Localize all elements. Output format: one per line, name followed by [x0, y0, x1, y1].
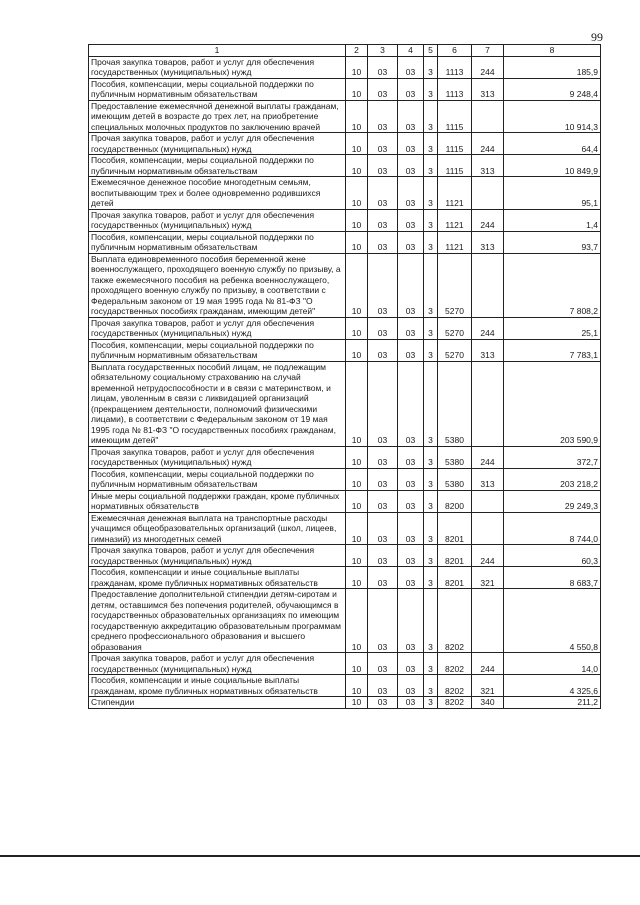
direction-code: 5270 [438, 317, 472, 339]
program-code: 03 [398, 361, 424, 446]
subsection-code: 03 [368, 468, 398, 490]
expense-name: Предоставление ежемесячной денежной выплаты гражданам, имеющим детей в возрасте до трех лет, на приобретение специальных молочных продуктов по заключению врачей [89, 100, 346, 133]
section-code: 10 [346, 317, 368, 339]
expense-name: Прочая закупка товаров, работ и услуг для обеспечения государственных (муниципальных) нужд [89, 653, 346, 675]
expense-name: Прочая закупка товаров, работ и услуг для обеспечения государственных (муниципальных) нужд [89, 133, 346, 155]
table-row [89, 361, 601, 446]
subsection-code: 03 [368, 155, 398, 177]
page-bottom-rule [0, 855, 640, 857]
expense-name: Прочая закупка товаров, работ и услуг для обеспечения государственных (муниципальных) нужд [89, 56, 346, 78]
table-row [89, 567, 601, 589]
subsection-code: 03 [368, 339, 398, 361]
section-code: 10 [346, 100, 368, 133]
column-header: 6 [438, 45, 472, 57]
table-header-row [89, 45, 601, 57]
amount: 25,1 [504, 317, 601, 339]
program-code: 03 [398, 675, 424, 697]
table-row [89, 155, 601, 177]
amount: 8 744,0 [504, 512, 601, 545]
section-code: 10 [346, 253, 368, 317]
amount: 10 849,9 [504, 155, 601, 177]
program-code: 03 [398, 133, 424, 155]
direction-code: 8201 [438, 512, 472, 545]
subsection-code: 03 [368, 56, 398, 78]
expense-type-code: 244 [472, 545, 504, 567]
section-code: 10 [346, 653, 368, 675]
table-row [89, 177, 601, 210]
table-row [89, 317, 601, 339]
expense-name: Пособия, компенсации, меры социальной поддержки по публичным нормативным обязательствам [89, 155, 346, 177]
program-code: 03 [398, 589, 424, 653]
section-code: 10 [346, 675, 368, 697]
expense-name: Стипендии [89, 697, 346, 709]
program-code: 03 [398, 490, 424, 512]
table-row [89, 512, 601, 545]
table-row [89, 133, 601, 155]
table-row [89, 56, 601, 78]
amount: 185,9 [504, 56, 601, 78]
expense-name: Прочая закупка товаров, работ и услуг для обеспечения государственных (муниципальных) нужд [89, 209, 346, 231]
table-row [89, 231, 601, 253]
amount: 95,1 [504, 177, 601, 210]
direction-code: 1121 [438, 177, 472, 210]
subsection-code: 03 [368, 231, 398, 253]
direction-code: 8200 [438, 490, 472, 512]
column-header: 8 [504, 45, 601, 57]
amount: 9 248,4 [504, 78, 601, 100]
amount: 64,4 [504, 133, 601, 155]
table-row [89, 468, 601, 490]
subprogram-code: 3 [424, 675, 438, 697]
expense-name: Выплата государственных пособий лицам, не подлежащим обязательному социальному страхованию на случай временной нетрудоспособности и в связи с материнством, и лицам, уволенным в связи с ликвидацией организаций (прекращением деятельности, полномочий физическими лицами), в соответствии с Федеральным законом от 19 мая 1995 года № 81-ФЗ "О государственных пособиях гражданам, имеющим детей" [89, 361, 346, 446]
amount: 7 808,2 [504, 253, 601, 317]
amount: 203 590,9 [504, 361, 601, 446]
expense-type-code: 244 [472, 209, 504, 231]
expense-name: Пособия, компенсации, меры социальной поддержки по публичным нормативным обязательствам [89, 78, 346, 100]
program-code: 03 [398, 512, 424, 545]
program-code: 03 [398, 253, 424, 317]
section-code: 10 [346, 155, 368, 177]
column-header: 7 [472, 45, 504, 57]
subprogram-code: 3 [424, 567, 438, 589]
amount: 4 550,8 [504, 589, 601, 653]
column-header: 3 [368, 45, 398, 57]
section-code: 10 [346, 177, 368, 210]
section-code: 10 [346, 567, 368, 589]
subprogram-code: 3 [424, 177, 438, 210]
program-code: 03 [398, 446, 424, 468]
table-row [89, 490, 601, 512]
amount: 14,0 [504, 653, 601, 675]
expense-type-code [472, 253, 504, 317]
subsection-code: 03 [368, 133, 398, 155]
expense-name: Предоставление дополнительной стипендии детям-сиротам и детям, оставшимся без попечения родителей, обучающимся в государственных образовательных организациях по имеющим государственную аккредитацию образовательным программам среднего профессионального образования и высшего образования [89, 589, 346, 653]
expense-type-code: 313 [472, 468, 504, 490]
program-code: 03 [398, 231, 424, 253]
program-code: 03 [398, 155, 424, 177]
direction-code: 1113 [438, 78, 472, 100]
amount: 1,4 [504, 209, 601, 231]
column-header: 1 [89, 45, 346, 57]
column-header: 5 [424, 45, 438, 57]
subprogram-code: 3 [424, 339, 438, 361]
expense-type-code: 321 [472, 567, 504, 589]
table-row [89, 100, 601, 133]
section-code: 10 [346, 512, 368, 545]
subsection-code: 03 [368, 446, 398, 468]
subprogram-code: 3 [424, 133, 438, 155]
expense-name: Пособия, компенсации и иные социальные выплаты гражданам, кроме публичных нормативных обязательств [89, 675, 346, 697]
program-code: 03 [398, 567, 424, 589]
amount: 203 218,2 [504, 468, 601, 490]
section-code: 10 [346, 468, 368, 490]
expense-type-code: 340 [472, 697, 504, 709]
expense-type-code: 244 [472, 317, 504, 339]
subsection-code: 03 [368, 545, 398, 567]
expense-name: Пособия, компенсации, меры социальной поддержки по публичным нормативным обязательствам [89, 468, 346, 490]
direction-code: 5380 [438, 468, 472, 490]
subsection-code: 03 [368, 512, 398, 545]
amount: 93,7 [504, 231, 601, 253]
subsection-code: 03 [368, 78, 398, 100]
direction-code: 1121 [438, 231, 472, 253]
subprogram-code: 3 [424, 361, 438, 446]
subsection-code: 03 [368, 177, 398, 210]
amount: 372,7 [504, 446, 601, 468]
expense-name: Пособия, компенсации, меры социальной поддержки по публичным нормативным обязательствам [89, 339, 346, 361]
expense-name: Иные меры социальной поддержки граждан, кроме публичных нормативных обязательств [89, 490, 346, 512]
expense-type-code: 244 [472, 56, 504, 78]
expense-type-code [472, 100, 504, 133]
direction-code: 5380 [438, 446, 472, 468]
expense-name: Выплата единовременного пособия беременной жене военнослужащего, проходящего военную службу по призыву, а также ежемесячного пособия на ребенка военнослужащего, проходящего военную службу по призыву, в соответствии с Федеральным законом от 19 мая 1995 года № 81-ФЗ "О государственных пособиях гражданам, имеющим детей" [89, 253, 346, 317]
section-code: 10 [346, 339, 368, 361]
expense-type-code [472, 361, 504, 446]
section-code: 10 [346, 361, 368, 446]
table-row [89, 653, 601, 675]
table-body [89, 56, 601, 708]
section-code: 10 [346, 133, 368, 155]
subprogram-code: 3 [424, 653, 438, 675]
subsection-code: 03 [368, 697, 398, 709]
section-code: 10 [346, 490, 368, 512]
section-code: 10 [346, 209, 368, 231]
expense-name: Ежемесячное денежное пособие многодетным семьям, воспитывающим трех и более одновременно родившихся детей [89, 177, 346, 210]
table-row [89, 675, 601, 697]
section-code: 10 [346, 545, 368, 567]
expense-type-code: 244 [472, 653, 504, 675]
direction-code: 8202 [438, 589, 472, 653]
page-number: 99 [591, 30, 603, 44]
expense-type-code: 313 [472, 231, 504, 253]
table-row [89, 253, 601, 317]
subsection-code: 03 [368, 567, 398, 589]
subprogram-code: 3 [424, 155, 438, 177]
direction-code: 8202 [438, 697, 472, 709]
column-header: 4 [398, 45, 424, 57]
amount: 29 249,3 [504, 490, 601, 512]
subsection-code: 03 [368, 100, 398, 133]
table-row [89, 446, 601, 468]
subprogram-code: 3 [424, 78, 438, 100]
expense-type-code: 313 [472, 339, 504, 361]
amount: 10 914,3 [504, 100, 601, 133]
subprogram-code: 3 [424, 589, 438, 653]
section-code: 10 [346, 697, 368, 709]
program-code: 03 [398, 697, 424, 709]
expense-name: Прочая закупка товаров, работ и услуг для обеспечения государственных (муниципальных) нужд [89, 545, 346, 567]
subprogram-code: 3 [424, 317, 438, 339]
table-row [89, 209, 601, 231]
subprogram-code: 3 [424, 490, 438, 512]
table-row [89, 78, 601, 100]
subprogram-code: 3 [424, 56, 438, 78]
budget-table [88, 44, 601, 709]
program-code: 03 [398, 177, 424, 210]
expense-name: Ежемесячная денежная выплата на транспортные расходы учащимся общеобразовательных организаций (школ, лицеев, гимназий) из многодетных семей [89, 512, 346, 545]
direction-code: 5380 [438, 361, 472, 446]
expense-type-code: 244 [472, 133, 504, 155]
direction-code: 1115 [438, 100, 472, 133]
subsection-code: 03 [368, 253, 398, 317]
subprogram-code: 3 [424, 253, 438, 317]
expense-type-code [472, 177, 504, 210]
expense-name: Пособия, компенсации, меры социальной поддержки по публичным нормативным обязательствам [89, 231, 346, 253]
section-code: 10 [346, 446, 368, 468]
program-code: 03 [398, 78, 424, 100]
direction-code: 5270 [438, 339, 472, 361]
table-row [89, 339, 601, 361]
amount: 8 683,7 [504, 567, 601, 589]
direction-code: 8202 [438, 653, 472, 675]
direction-code: 8202 [438, 675, 472, 697]
program-code: 03 [398, 209, 424, 231]
subprogram-code: 3 [424, 697, 438, 709]
direction-code: 1121 [438, 209, 472, 231]
expense-type-code: 313 [472, 78, 504, 100]
expense-type-code [472, 490, 504, 512]
subsection-code: 03 [368, 653, 398, 675]
program-code: 03 [398, 468, 424, 490]
subsection-code: 03 [368, 317, 398, 339]
amount: 7 783,1 [504, 339, 601, 361]
subprogram-code: 3 [424, 100, 438, 133]
subprogram-code: 3 [424, 545, 438, 567]
subprogram-code: 3 [424, 446, 438, 468]
program-code: 03 [398, 653, 424, 675]
subprogram-code: 3 [424, 468, 438, 490]
direction-code: 8201 [438, 567, 472, 589]
program-code: 03 [398, 56, 424, 78]
subsection-code: 03 [368, 361, 398, 446]
amount: 4 325,6 [504, 675, 601, 697]
program-code: 03 [398, 545, 424, 567]
expense-name: Пособия, компенсации и иные социальные выплаты гражданам, кроме публичных нормативных обязательств [89, 567, 346, 589]
subprogram-code: 3 [424, 231, 438, 253]
subsection-code: 03 [368, 589, 398, 653]
table-row [89, 545, 601, 567]
section-code: 10 [346, 78, 368, 100]
section-code: 10 [346, 231, 368, 253]
expense-type-code: 313 [472, 155, 504, 177]
direction-code: 1115 [438, 133, 472, 155]
direction-code: 5270 [438, 253, 472, 317]
program-code: 03 [398, 100, 424, 133]
subsection-code: 03 [368, 209, 398, 231]
table-row [89, 589, 601, 653]
expense-type-code [472, 512, 504, 545]
expense-name: Прочая закупка товаров, работ и услуг для обеспечения государственных (муниципальных) нужд [89, 317, 346, 339]
subsection-code: 03 [368, 490, 398, 512]
amount: 211,2 [504, 697, 601, 709]
expense-type-code: 321 [472, 675, 504, 697]
amount: 60,3 [504, 545, 601, 567]
section-code: 10 [346, 589, 368, 653]
direction-code: 1115 [438, 155, 472, 177]
program-code: 03 [398, 339, 424, 361]
direction-code: 8201 [438, 545, 472, 567]
expense-type-code: 244 [472, 446, 504, 468]
subprogram-code: 3 [424, 209, 438, 231]
direction-code: 1113 [438, 56, 472, 78]
column-header: 2 [346, 45, 368, 57]
subprogram-code: 3 [424, 512, 438, 545]
section-code: 10 [346, 56, 368, 78]
program-code: 03 [398, 317, 424, 339]
table-row [89, 697, 601, 709]
subsection-code: 03 [368, 675, 398, 697]
expense-name: Прочая закупка товаров, работ и услуг для обеспечения государственных (муниципальных) нужд [89, 446, 346, 468]
expense-type-code [472, 589, 504, 653]
